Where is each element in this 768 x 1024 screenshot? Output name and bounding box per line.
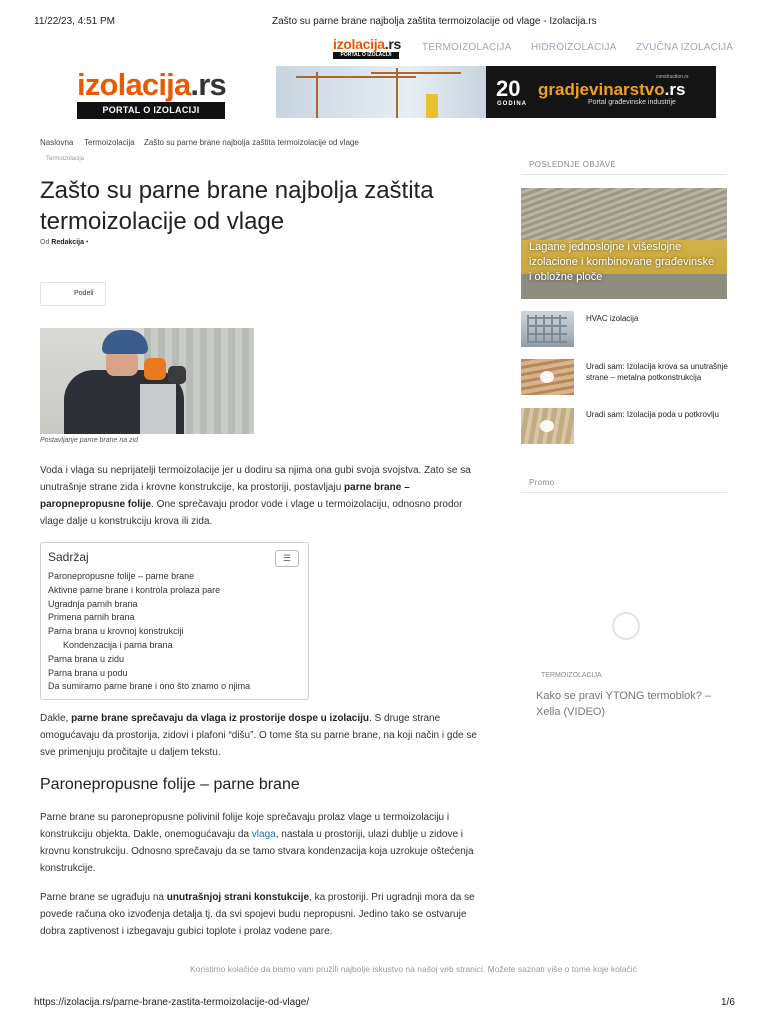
cookie-notice: Koristimo kolačiće da bismo vam pružili najbolje iskustvo na našoj veb stranici. Možete saznati više o tome koje kolačić (190, 964, 637, 974)
toc-toggle-button[interactable] (275, 550, 299, 567)
article-hero-image (40, 328, 254, 434)
nav-logo[interactable] (333, 36, 402, 59)
toc-item[interactable]: Da sumiramo parne brane i ono što znamo o njima (48, 681, 251, 692)
p2-text-end: . S druge strane omogućavaju da prostorija, zidovi i plafoni “dišu”. O tome šta su parne brane, na koji način i gde se sve primenjuju pročitajte u daljem tekstu. (40, 713, 477, 758)
latest-posts-divider (521, 174, 727, 175)
print-document-title: Zašto su parne brane najbolja zaštita termoizolacije od vlage - Izolacija.rs (272, 16, 597, 27)
print-page-number: 1/6 (721, 997, 735, 1008)
banner-subtitle: Portal građevinske industrije (588, 99, 676, 106)
byline-prefix: Od (40, 239, 50, 246)
toc-item[interactable]: Paronepropusne folije – parne brane (48, 571, 195, 581)
site-logo-name: izolacija (77, 67, 191, 102)
p3-text: Parne brane su paronepropusne polivinil folije koje sprečavaju prolaz vlage u termoizolaciju i konstrukciju objekta. Dakle, onemogućavaju da (40, 812, 450, 840)
toc-item[interactable]: Ugradnja parnih brana (48, 598, 138, 609)
intro-text-end: . One sprečavaju prodor vode i vlage u termoizolaciju, odnosno prodor vlage dalje u konstrukciju krova ili zida. (40, 499, 463, 527)
byline-separator: • (85, 239, 89, 246)
post-thumbnail[interactable] (521, 408, 574, 444)
p4-bold: unutrašnjoj strani konstukcije (166, 892, 310, 903)
toc-subitem[interactable]: Kondenzacija i parna brana (63, 639, 173, 650)
featured-post[interactable] (521, 188, 727, 299)
vlaga-link[interactable]: vlaga (251, 829, 276, 840)
p2-text: Dakle, (40, 713, 72, 724)
intro-paragraph (40, 462, 480, 530)
sidebar-post-title[interactable]: Uradi sam: Izolacija krova sa unutrašnje strane – metalna potkonstrukcija (586, 362, 728, 382)
latest-posts-heading: POSLEDNJE OBJAVE (529, 160, 617, 169)
post-thumbnail[interactable] (521, 359, 574, 395)
table-of-contents (40, 542, 309, 700)
p2-bold: parne brane sprečavaju da vlaga iz prostorije dospe u izolaciju (71, 713, 369, 724)
promo-category[interactable]: TERMOIZOLACIJA (541, 672, 602, 679)
banner-url: construction.rs (656, 74, 689, 80)
toc-item[interactable]: Parna brana u krovnoj konstrukciji (48, 626, 184, 637)
breadcrumb-category[interactable]: Termoizolacija (84, 138, 135, 147)
share-button[interactable] (40, 282, 106, 306)
promo-post-title[interactable]: Kako se pravi YTONG termoblok? – Xella (VIDEO) (536, 690, 712, 718)
article-title: Zašto su parne brane najbolja zaštita termoizolacije od vlage (40, 177, 434, 235)
list-icon: ☰ (282, 553, 292, 563)
banner-brand: gradjevinarstvo (538, 80, 665, 99)
print-url: https://izolacija.rs/parne-brane-zastita-termoizolacije-od-vlage/ (34, 997, 310, 1008)
banner-anniversary-number: 20 (496, 76, 521, 101)
nav-link-hidroizolacija[interactable]: HIDROIZOLACIJA (531, 42, 617, 53)
toc-item[interactable]: Aktivne parne brane i kontrola prolaza pare (48, 584, 221, 595)
image-caption: Postavljanje parne brane na zid (40, 437, 139, 444)
p3-text-end: , nastala u prostoriji, ulazi dublje u zidove i krovnu konstrukciju. Odnosno sprečavaju da se tamo stvara kondenzacija koja uzrokuje oštećenja konstrukcije. (40, 829, 474, 874)
toc-item[interactable]: Parna brana u podu (48, 667, 128, 678)
author-link[interactable]: Redakcija (51, 239, 84, 246)
toc-heading: Sadržaj (48, 550, 89, 564)
share-label: Podeli (74, 290, 94, 297)
promo-divider (521, 492, 727, 493)
banner-brand-suffix: .rs (664, 80, 686, 99)
second-paragraph (40, 710, 480, 761)
third-paragraph (40, 809, 480, 877)
breadcrumb-current: Zašto su parne brane najbolja zaštita termoizolacije od vlage (144, 138, 359, 147)
site-logo[interactable] (77, 67, 226, 119)
promo-heading: Promo (529, 478, 555, 487)
intro-bold: parne brane – paropnepropusne folije (40, 482, 410, 510)
breadcrumb-home[interactable]: Naslovna (40, 138, 74, 147)
banner-years-label: GODINA (497, 101, 527, 107)
site-logo-tagline: PORTAL O IZOLACIJI (77, 102, 225, 119)
nav-link-zvucna-izolacija[interactable]: ZVUČNA IZOLACIJA (636, 42, 734, 53)
toc-item[interactable]: Parna brana u zidu (48, 653, 125, 664)
p4-text: Parne brane se ugrađuju na (40, 892, 167, 903)
banner-ad[interactable] (276, 66, 716, 118)
byline (40, 239, 88, 246)
loading-spinner-icon (612, 612, 640, 640)
toc-item[interactable]: Primena parnih brana (48, 612, 135, 623)
site-logo-suffix: .rs (190, 67, 226, 102)
post-thumbnail[interactable] (521, 311, 574, 347)
article-category[interactable]: Termoizolacija (46, 156, 85, 162)
nav-logo-name: izolacija (333, 36, 385, 52)
nav-logo-suffix: .rs (384, 36, 402, 52)
nav-link-termoizolacija[interactable]: TERMOIZOLACIJA (422, 42, 512, 53)
intro-text: Voda i vlaga su neprijatelji termoizolacije jer u dodiru sa njima ona gubi svoja svojstva. Zato se sa unutrašnje strane zida i krovne konstrukcije, ka prostoriji, postavljaju (40, 465, 471, 493)
sidebar-post-title[interactable]: HVAC izolacija (586, 314, 639, 323)
print-datetime: 11/22/23, 4:51 PM (34, 16, 115, 27)
featured-post-title: Lagane jednoslojne i višeslojne izolacione i kombinovane građevinske i obložne ploče (529, 241, 715, 283)
section-heading: Paronepropusne folije – parne brane (40, 776, 300, 793)
p4-text-end: , ka prostoriji. Pri ugradnji mora da se povede računa oko izvođenja detalja tj. da svi spojevi budu nepropusni. Jedino tako se ostvaruje dobra zaptivenost i izbegavaju gubici toplote i prolaz vodene pare. (40, 892, 475, 937)
sidebar-post-title[interactable]: Uradi sam: Izolacija poda u potkrovlju (586, 410, 719, 419)
fourth-paragraph (40, 889, 480, 940)
nav-logo-tagline: PORTAL O IZOLACIJI (333, 52, 399, 59)
